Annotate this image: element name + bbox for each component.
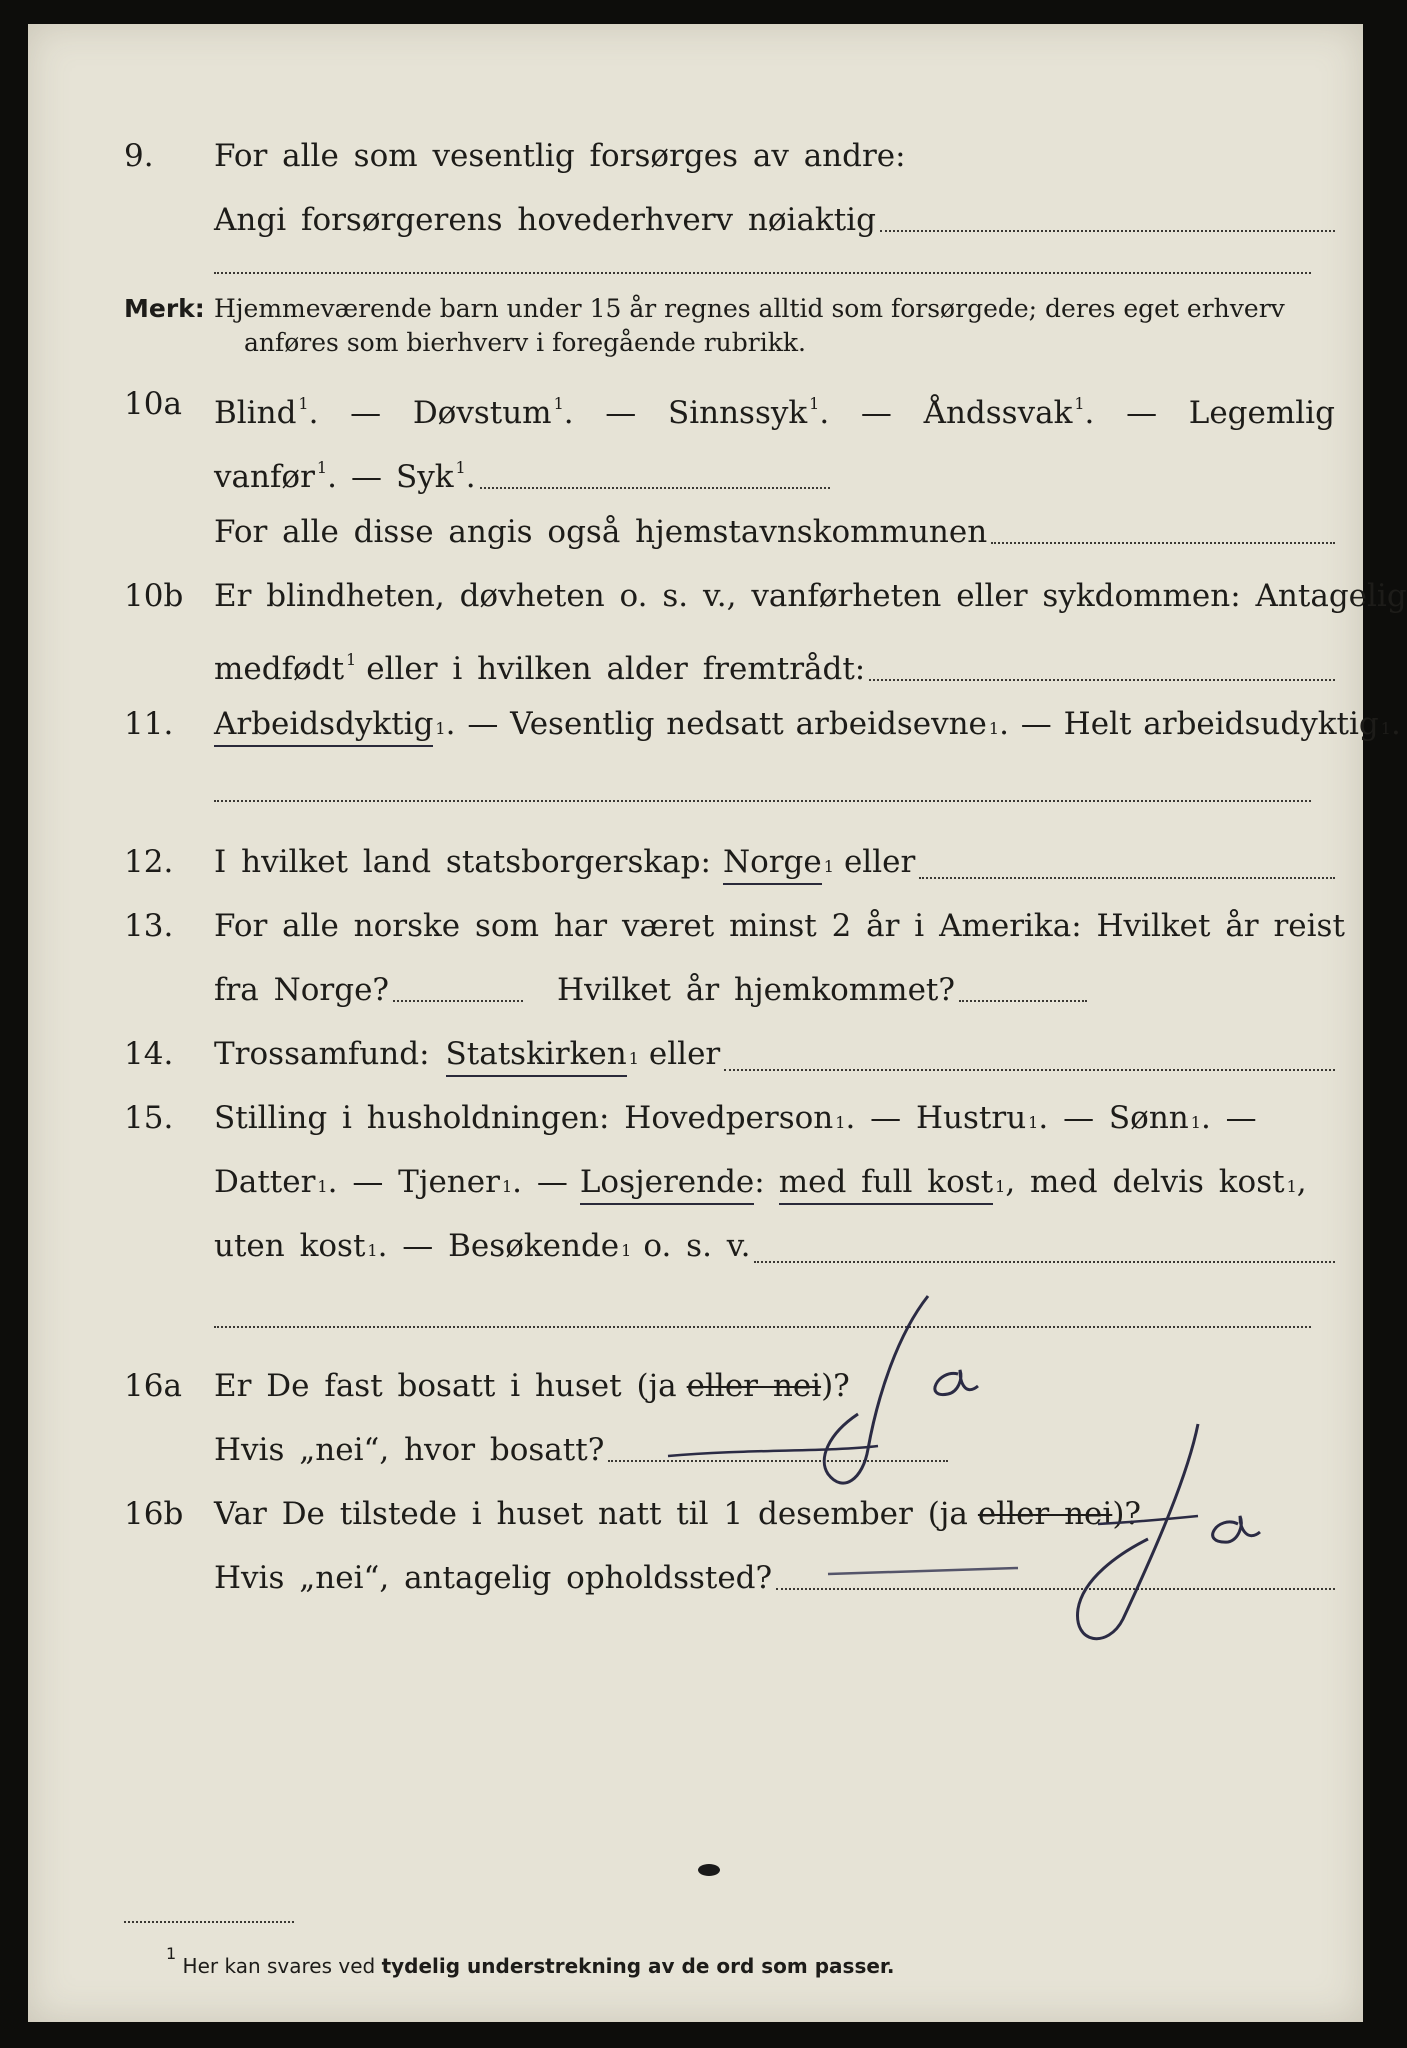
- q10a-line3: [214, 512, 1335, 552]
- q12-line: I hvilket land statsborgerskap: Norge 1 eller: [214, 842, 1335, 887]
- question-number-12: 12.: [124, 844, 174, 880]
- q14-faith-field[interactable]: [724, 1068, 1335, 1071]
- census-form-page: [28, 24, 1407, 2022]
- q9-provider-field[interactable]: [880, 229, 1335, 232]
- q15-other-field[interactable]: [754, 1260, 1335, 1263]
- q13-line2: [214, 970, 1335, 1010]
- q15-osv: o. s. v.: [643, 1228, 751, 1264]
- option-datter[interactable]: Datter: [214, 1164, 316, 1200]
- q12-country-field[interactable]: [919, 876, 1335, 879]
- q10a-hjemstavn-label: For alle disse angis også hjemstavnskommunen: [214, 514, 988, 550]
- option-andssvak[interactable]: Åndssvak $^1$.: [923, 394, 1095, 431]
- q10a-syk-field[interactable]: [480, 486, 830, 489]
- option-med-full-kost[interactable]: med full kost: [779, 1162, 993, 1205]
- option-delvis-kost[interactable]: , med delvis kost: [1005, 1164, 1285, 1200]
- dash: —: [860, 395, 892, 431]
- merk-label: Merk:: [124, 294, 205, 323]
- q9-line1: [214, 136, 1335, 176]
- question-number-10b: 10b: [124, 578, 184, 614]
- q16b-line2: [214, 1558, 1335, 1598]
- option-sonn[interactable]: . — Sønn: [1038, 1100, 1189, 1136]
- q14-line: Trossamfund: Statskirken 1 eller: [214, 1034, 1335, 1079]
- dash: —: [605, 395, 637, 431]
- option-hovedperson[interactable]: Stilling i husholdningen: Hovedperson: [214, 1100, 834, 1136]
- q10b-line2: [214, 640, 1335, 689]
- q11-line: Arbeidsdyktig 1 . — Vesentlig nedsatt arbeidsevne 1 . — Helt arbeidsudyktig 1 .: [214, 704, 1335, 749]
- option-udyktig[interactable]: . — Helt arbeidsudyktig: [999, 706, 1379, 742]
- option-besokende[interactable]: . — Besøkende: [377, 1228, 620, 1264]
- option-norge[interactable]: Norge: [723, 842, 822, 885]
- q16b-opholdssted-label: Hvis „nei“, antagelig opholdssted?: [214, 1560, 773, 1596]
- option-uten-kost[interactable]: uten kost: [214, 1228, 366, 1264]
- q16a-bosatt-label: Hvis „nei“, hvor bosatt?: [214, 1432, 605, 1468]
- q13-hjem-label: Hvilket år hjemkommet?: [557, 972, 956, 1008]
- option-losjerende[interactable]: Losjerende: [580, 1162, 754, 1205]
- merk-text-line2: anføres som bierhverv i foregående rubrikk.: [244, 328, 806, 357]
- q10a-line2: [214, 448, 1335, 497]
- question-number-16a: 16a: [124, 1368, 182, 1404]
- q9-line2: [214, 200, 1335, 240]
- q16a-line2: [214, 1430, 1335, 1470]
- q15-line1: Stilling i husholdningen: Hovedperson 1 . — Hustru 1 . — Sønn 1 . —: [214, 1100, 1257, 1136]
- q16a-bosatt-field[interactable]: [608, 1459, 948, 1462]
- dash: —: [1126, 395, 1158, 431]
- option-statskirken[interactable]: Statskirken: [446, 1034, 627, 1077]
- q16a-text: Er De fast bosatt i huset (ja: [214, 1368, 677, 1404]
- ink-blot: [698, 1864, 720, 1876]
- q14-eller: eller: [648, 1036, 721, 1072]
- option-dovstum[interactable]: Døvstum $^1$.: [412, 394, 574, 431]
- question-number-10a: 10a: [124, 386, 182, 422]
- footnote-text-bold: tydelig understrekning av de ord som passer.: [381, 1954, 895, 1978]
- option-tjener[interactable]: . — Tjener: [327, 1164, 500, 1200]
- option-sinnssyk[interactable]: Sinnssyk $^1$.: [667, 394, 830, 431]
- q9-provider-label: Angi forsørgerens hovederhverv nøiaktig: [214, 202, 876, 238]
- q15-line2: Datter 1 . — Tjener 1 . — Losjerende : med full kost 1 , med delvis kost 1 ,: [214, 1162, 1335, 1207]
- q13-reist-field[interactable]: [393, 999, 523, 1002]
- option-legemlig[interactable]: Legemlig: [1188, 395, 1335, 431]
- merk-text-line1: Hjemmeværende barn under 15 år regnes alltid som forsørgede; deres eget erhverv: [214, 294, 1285, 323]
- q10a-line1: [214, 384, 1335, 433]
- question-number-11: 11.: [124, 706, 174, 742]
- dash: —: [350, 459, 382, 495]
- question-number-14: 14.: [124, 1036, 174, 1072]
- q9-text: For alle som vesentlig forsørges av andre:: [214, 138, 906, 174]
- footnote-rule: [124, 1921, 294, 1923]
- dash: . —: [1200, 1100, 1257, 1136]
- q15-blank-line[interactable]: [214, 1326, 1311, 1328]
- footnote: $^1$ Her kan svares ved tydelig understrekning av de ord som passer.: [166, 1944, 895, 1978]
- option-hustru[interactable]: . — Hustru: [845, 1100, 1027, 1136]
- question-number-15: 15.: [124, 1100, 174, 1136]
- q13-reist-label: fra Norge?: [214, 972, 390, 1008]
- q13-hjem-field[interactable]: [959, 999, 1087, 1002]
- dash: . —: [512, 1164, 568, 1200]
- q12-eller: eller: [843, 844, 916, 880]
- q16b-line1: Var De tilstede i huset natt til 1 desember (ja eller nei )?: [214, 1496, 1142, 1532]
- q15-line3: uten kost 1 . — Besøkende 1 o. s. v.: [214, 1226, 1335, 1271]
- q10b-age-field[interactable]: [869, 678, 1335, 681]
- q13-line1: For alle norske som har været minst 2 år i Amerika: Hvilket år reist: [214, 908, 1345, 944]
- question-number-9: 9.: [124, 138, 154, 174]
- option-arbeidsdyktig[interactable]: Arbeidsdyktig: [214, 704, 433, 747]
- question-number-16b: 16b: [124, 1496, 184, 1532]
- q10b-age-label: eller i hvilken alder fremtrådt:: [366, 651, 866, 687]
- q16b-text: Var De tilstede i huset natt til 1 desember (ja: [214, 1496, 968, 1532]
- option-syk[interactable]: Syk $^1$.: [395, 458, 476, 495]
- dash: —: [350, 395, 382, 431]
- option-vanfor[interactable]: vanfør $^1$.: [214, 458, 337, 495]
- option-nedsatt[interactable]: . — Vesentlig nedsatt arbeidsevne: [445, 706, 987, 742]
- q16b-opholdssted-field[interactable]: [776, 1587, 1335, 1590]
- footnote-text-plain: Her kan svares ved: [182, 1954, 376, 1978]
- option-blind[interactable]: Blind $^1$.: [214, 394, 319, 431]
- q10a-hjemstavn-field[interactable]: [991, 541, 1335, 544]
- q14-text: Trossamfund:: [214, 1036, 430, 1072]
- question-number-13: 13.: [124, 908, 174, 944]
- q9-blank-line[interactable]: [214, 272, 1311, 274]
- q16b-eller-nei-struck: eller nei: [977, 1496, 1113, 1532]
- q16a-eller-nei-struck: eller nei: [686, 1368, 822, 1404]
- q16a-line1: Er De fast bosatt i huset (ja eller nei )?: [214, 1368, 850, 1404]
- q10b-line1: Er blindheten, døvheten o. s. v., vanførheten eller sykdommen: Antagelig: [214, 578, 1407, 614]
- option-medfodt[interactable]: medfødt $^1$: [214, 650, 357, 687]
- q11-blank-line[interactable]: [214, 800, 1311, 802]
- q12-text: I hvilket land statsborgerskap:: [214, 844, 711, 880]
